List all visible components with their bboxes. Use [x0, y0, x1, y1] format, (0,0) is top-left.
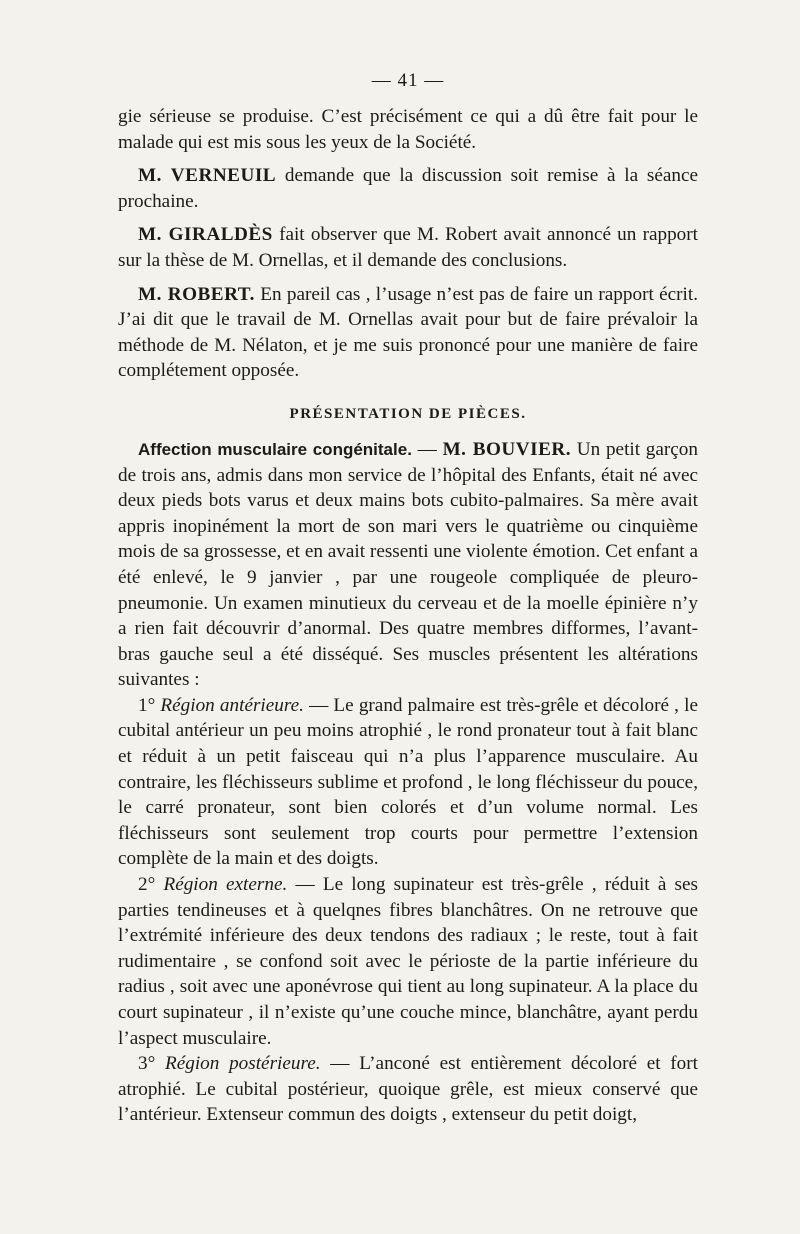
region-title: Région antérieure.	[160, 694, 304, 716]
paragraph-text: fait observer que M. Robert avait annoncé un rapport sur la thèse de M. Ornellas, et il demande des conclusions.	[118, 224, 698, 271]
document-page	[118, 70, 698, 1128]
region-number: 3°	[138, 1053, 165, 1075]
paragraph-region-posterieure	[118, 1051, 698, 1128]
region-number: 1°	[138, 694, 161, 716]
paragraph-affection	[118, 437, 698, 693]
paragraph-giraldes	[118, 222, 698, 273]
paragraph-text: demande que la discussion soit remise à la séance prochaine.	[118, 165, 698, 212]
region-title: Région externe.	[163, 874, 288, 896]
paragraph-text: En pareil cas , l’usage n’est pas de faire un rapport écrit. J’ai dit que le travail de M. Ornellas avait pour but de faire prévaloir la méthode de M. Nélaton, et je me suis prononcé pour une manière de faire complétement opposée.	[118, 283, 698, 382]
paragraph-robert	[118, 282, 698, 384]
speaker-name: M. ROBERT.	[138, 283, 255, 305]
paragraph-text: gie sérieuse se produise. C’est précisément ce qui a dû être fait pour le malade qui est mis sous les yeux de la Société.	[118, 106, 698, 153]
paragraph-text: — Le long supinateur est très-grêle , réduit à ses parties tendineuses et à quelqnes fibres blanchâtres. On ne retrouve que l’extrémité inférieure des deux tendons des radiaux ; le reste, tout à fait rudimentaire , se confond soit avec le périoste de la partie inférieure du radius , soit avec une aponévrose qui tient au long supinateur. A la place du court supinateur , il n’existe qu’une couche mince, blanchâtre, ayant perdu l’aspect musculaire.	[118, 874, 698, 1049]
speaker-name: M. GIRALDÈS	[138, 224, 273, 246]
paragraph-text: — Le grand palmaire est très-grêle et décoloré , le cubital antérieur un peu moins atrophié , le rond pronateur tout à fait blanc et réduit à un petit faisceau qui n’a plus l’apparence musculaire. Au contraire, les fléchisseurs sublime et profond , le long fléchisseur du pouce, le carré pronateur, sont bien colorés et d’un volume normal. Les fléchisseurs sont seulement trop courts pour permettre l’extension complète de la main et des doigts.	[118, 694, 698, 870]
title-dash: —	[411, 438, 443, 460]
paragraph-region-anterieure	[118, 693, 698, 872]
speaker-name: M. VERNEUIL	[138, 165, 277, 187]
paragraph-text: — L’anconé est entièrement décoloré et fort atrophié. Le cubital postérieur, quoique grêle, est mieux conservé que l’antérieur. Extenseur commun des doigts , extenseur du petit doigt,	[118, 1053, 698, 1126]
paragraph-continuation	[118, 104, 698, 155]
region-number: 2°	[138, 874, 164, 896]
paragraph-region-externe	[118, 872, 698, 1051]
article-title: Affection musculaire congénitale.	[138, 439, 412, 459]
page-number: — 41 —	[371, 70, 445, 91]
paragraph-text: Un petit garçon de trois ans, admis dans mon service de l’hôpital des Enfants, était né avec deux pieds bots varus et deux mains bots cubito-palmaires. Sa mère avait appris inopinément la mort de son mari vers le quatrième ou cinquième mois de sa grossesse, et en avait ressenti une violente émotion. Cet enfant a été enlevé, le 9 janvier , par une rougeole compliquée de pleuro-pneumonie. Un examen minutieux du cerveau et de la moelle épinière n’y a rien fait découvrir d’anormal. Des quatre membres difformes, l’avant-bras gauche seul a été disséqué. Ses muscles présentent les altérations suivantes :	[118, 438, 698, 691]
region-title: Région postérieure.	[165, 1053, 321, 1075]
paragraph-verneuil	[118, 163, 698, 214]
speaker-name: M. BOUVIER.	[442, 438, 572, 460]
section-heading: PRÉSENTATION DE PIÈCES.	[289, 405, 527, 422]
